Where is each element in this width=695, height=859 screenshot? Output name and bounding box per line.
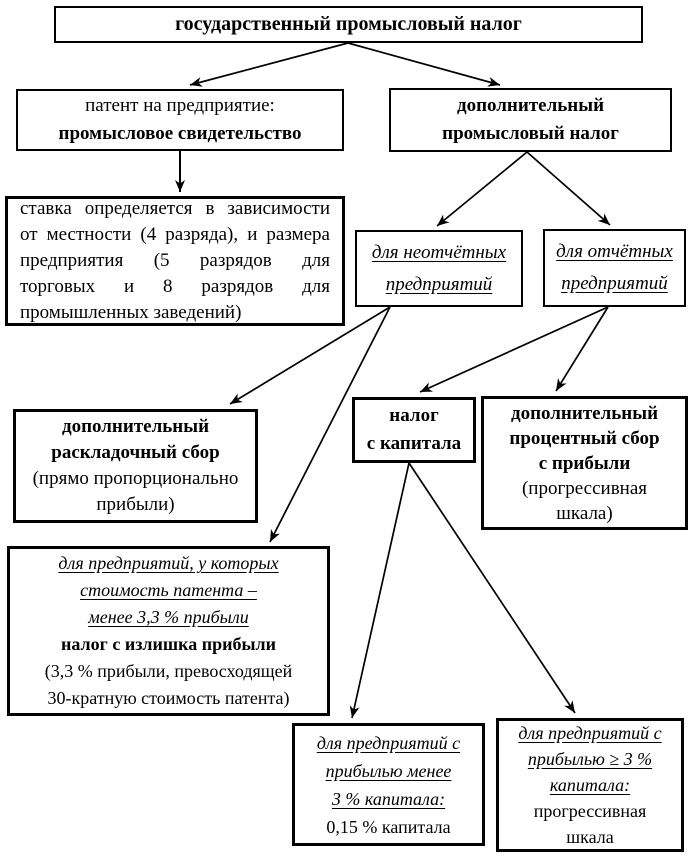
node-less3-condition: 3 % капитала:: [331, 788, 446, 809]
node-ge3-rate: шкала: [566, 827, 614, 847]
node-rate-line: от местности (4 разряда), и размера: [20, 224, 330, 245]
node-non-reporting-line: для неотчётных: [371, 241, 507, 263]
node-additional-industrial-tax-line: дополнительный: [456, 95, 605, 116]
node-rate-line: торговых и 8 разрядов для: [20, 276, 330, 297]
node-less3-condition: прибылью менее: [325, 760, 452, 781]
arrow-addtax-to-nonreporting: [437, 152, 527, 226]
node-apportioned-note: прибыли): [96, 494, 175, 515]
node-non-reporting-enterprises: [355, 230, 523, 307]
node-capital-tax-line: с капитала: [366, 433, 462, 454]
node-percentage-note: (прогрессивная: [521, 477, 648, 499]
node-excess-note: 30-кратную стоимость патента): [47, 688, 290, 708]
node-capital-tax-line: налог: [389, 405, 439, 426]
node-reporting-enterprises: [543, 229, 686, 307]
node-excess-condition: для предприятий, у которых: [58, 553, 279, 573]
node-patent-subtitle: патент на предприятие:: [85, 95, 275, 116]
arrow-root-to-patent: [190, 43, 348, 85]
node-apportioned-note: (прямо пропорционально: [32, 468, 239, 489]
node-additional-industrial-tax-line: промысловый налог: [442, 123, 619, 144]
arrow-capital-to-less3: [352, 463, 409, 718]
arrow-root-to-additional-tax: [348, 43, 500, 85]
node-ge3-rate: прогрессивная: [533, 801, 647, 821]
node-profit-ge-3pct: [496, 718, 684, 852]
node-percentage-line: с прибыли: [538, 452, 631, 474]
node-state-industrial-tax: [54, 6, 643, 43]
node-ge3-condition: прибылью ≥ 3 %: [527, 749, 653, 769]
node-additional-apportioned-levy: [13, 409, 258, 523]
node-profit-less-3pct: [292, 723, 485, 846]
node-rate-line: промышленных заведений): [20, 302, 242, 323]
node-ge3-condition: капитала:: [549, 775, 631, 795]
node-percentage-line: дополнительный: [510, 402, 659, 424]
node-reporting-line: для отчётных: [556, 241, 673, 262]
node-less3-rate: 0,15 % капитала: [326, 816, 451, 837]
node-rate-line: предприятия (5 разрядов для: [20, 250, 330, 271]
node-apportioned-line: раскладочный сбор: [51, 442, 220, 463]
node-state-industrial-tax-label: государственный промысловый налог: [175, 13, 522, 35]
node-excess-note: (3,3 % прибыли, превосходящей: [44, 661, 293, 681]
node-ge3-condition: для предприятий с: [518, 723, 662, 743]
node-excess-profit-tax: [7, 546, 330, 716]
node-excess-title: налог с излишка прибыли: [61, 634, 276, 654]
node-capital-tax: [352, 397, 476, 463]
arrow-rep-to-capital: [420, 307, 608, 392]
node-percentage-line: процентный сбор: [509, 427, 660, 449]
node-apportioned-line: дополнительный: [61, 416, 210, 437]
node-reporting-line: предприятий: [561, 273, 668, 294]
node-rate-line: ставка определяется в зависимости: [20, 198, 330, 219]
node-excess-condition: стоимость патента –: [80, 580, 257, 600]
node-additional-industrial-tax: [389, 88, 672, 152]
node-patent: [16, 89, 344, 151]
node-percentage-note: шкала): [556, 502, 613, 524]
node-patent-title: промысловое свидетельство: [58, 123, 302, 144]
arrow-addtax-to-reporting: [527, 152, 610, 225]
node-rate-determination: [5, 196, 345, 326]
node-less3-condition: для предприятий с: [316, 732, 461, 753]
node-non-reporting-line: предприятий: [385, 273, 493, 295]
node-additional-percentage-levy: [481, 396, 688, 530]
node-excess-condition: менее 3,3 % прибыли: [88, 607, 249, 627]
